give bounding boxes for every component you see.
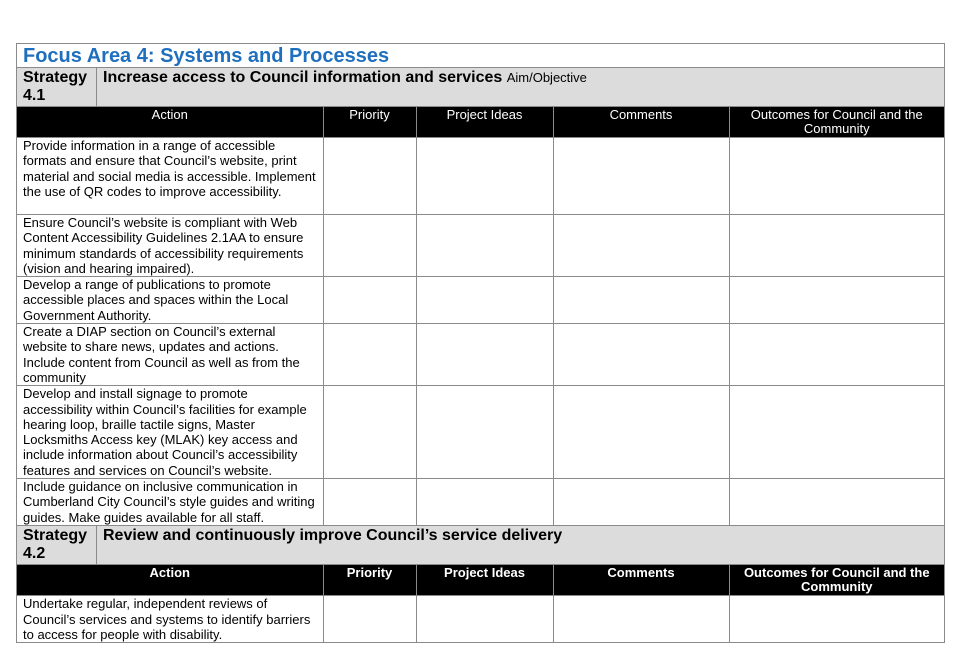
column-header-priority: Priority: [323, 107, 416, 138]
action-table: [17, 565, 944, 642]
project-ideas-cell: [416, 386, 553, 479]
action-table: [17, 107, 944, 525]
table-row: [17, 215, 944, 277]
project-ideas-cell: [416, 596, 553, 642]
action-cell: Ensure Council’s website is compliant with Web Content Accessibility Guidelines 2.1AA to ensure minimum standards of accessibility requirements (vision and hearing impaired).: [17, 215, 323, 277]
project-ideas-cell: [416, 479, 553, 525]
outcomes-cell: [729, 386, 944, 479]
diap-document: [16, 43, 945, 643]
action-cell: Develop and install signage to promote accessibility within Council’s facilities for example hearing loop, braille tactile signs, Master Locksmiths Access key (MLAK) key access and include information about Council’s accessibility features and services on Council’s website.: [17, 386, 323, 479]
table-row: [17, 596, 944, 642]
comments-cell: [553, 277, 729, 324]
table-row: [17, 324, 944, 386]
priority-cell: [323, 479, 416, 525]
table-header-row: [17, 107, 944, 138]
outcomes-cell: [729, 479, 944, 525]
strategy-title: Review and continuously improve Council’s service delivery: [103, 526, 563, 544]
column-header-outcomes: Outcomes for Council and the Community: [729, 107, 944, 138]
focus-area-title: Focus Area 4: Systems and Processes: [17, 44, 944, 68]
strategy-title-row: [97, 526, 944, 564]
priority-cell: [323, 215, 416, 277]
strategy-title-row: [97, 68, 944, 106]
project-ideas-cell: [416, 138, 553, 215]
outcomes-cell: [729, 215, 944, 277]
action-cell: Provide information in a range of accessible formats and ensure that Council’s website, print material and social media is accessible. Implement the use of QR codes to improve accessibility.: [17, 138, 323, 215]
priority-cell: [323, 596, 416, 642]
strategy-title: Increase access to Council information and services: [103, 69, 503, 86]
action-cell: Include guidance on inclusive communication in Cumberland City Council’s style guides and writing guides. Make guides available for all staff.: [17, 479, 323, 525]
table-row: [17, 138, 944, 215]
column-header-action: Action: [17, 107, 323, 138]
project-ideas-cell: [416, 277, 553, 324]
strategy-number: Strategy 4.1: [17, 68, 97, 106]
comments-cell: [553, 138, 729, 215]
priority-cell: [323, 386, 416, 479]
table-row: [17, 277, 944, 324]
comments-cell: [553, 479, 729, 525]
strategy-number: Strategy 4.2: [17, 526, 97, 564]
column-header-comments: Comments: [553, 107, 729, 138]
priority-cell: [323, 277, 416, 324]
table-row: [17, 386, 944, 479]
column-header-action: Action: [17, 565, 323, 596]
comments-cell: [553, 386, 729, 479]
column-header-priority: Priority: [323, 565, 416, 596]
action-cell: Undertake regular, independent reviews of Council’s services and systems to identify barriers to access for people with disability.: [17, 596, 323, 642]
outcomes-cell: [729, 596, 944, 642]
outcomes-cell: [729, 324, 944, 386]
action-cell: Create a DIAP section on Council’s external website to share news, updates and actions. Include content from Council as well as from the community: [17, 324, 323, 386]
column-header-comments: Comments: [553, 565, 729, 596]
project-ideas-cell: [416, 324, 553, 386]
strategy-header: [17, 68, 944, 107]
comments-cell: [553, 324, 729, 386]
column-header-project-ideas: Project Ideas: [416, 565, 553, 596]
priority-cell: [323, 138, 416, 215]
table-row: [17, 479, 944, 525]
action-cell: Develop a range of publications to promote accessible places and spaces within the Local Government Authority.: [17, 277, 323, 324]
outcomes-cell: [729, 277, 944, 324]
strategy-header: [17, 525, 944, 565]
project-ideas-cell: [416, 215, 553, 277]
outcomes-cell: [729, 138, 944, 215]
column-header-outcomes: Outcomes for Council and the Community: [729, 565, 944, 596]
aim-objective-label: Aim/Objective: [506, 70, 587, 85]
column-header-project-ideas: Project Ideas: [416, 107, 553, 138]
comments-cell: [553, 215, 729, 277]
priority-cell: [323, 324, 416, 386]
comments-cell: [553, 596, 729, 642]
table-header-row: [17, 565, 944, 596]
